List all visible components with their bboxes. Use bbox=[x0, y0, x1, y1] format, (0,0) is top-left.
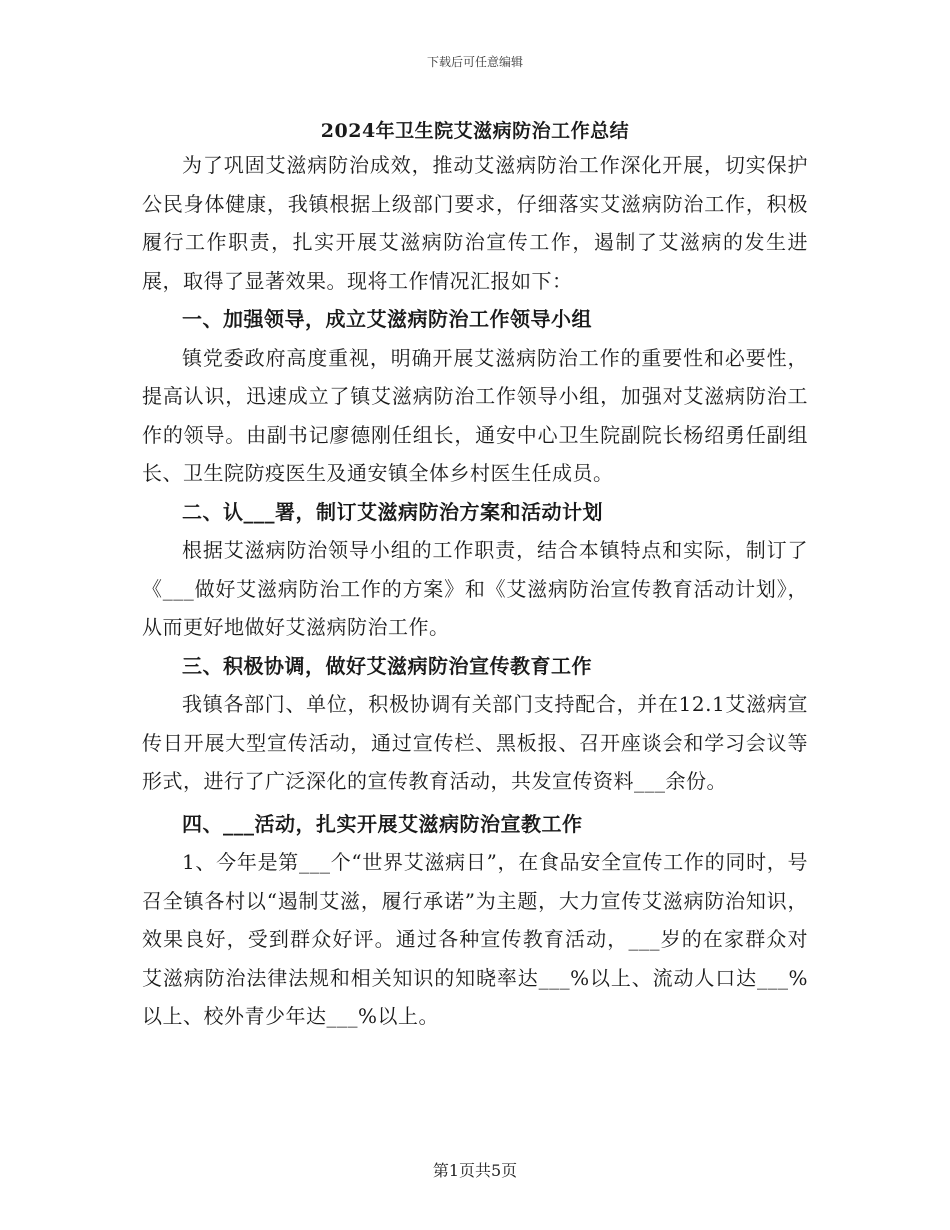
document-body bbox=[142, 146, 808, 1036]
section-paragraph: 镇党委政府高度重视，明确开展艾滋病防治工作的重要性和必要性，提高认识，迅速成立了镇艾滋病防治工作领导小组，加强对艾滋病防治工作的领导。由副书记廖德刚任组长，通安中心卫生院副院长杨绍勇任副组长、卫生院防疫医生及通安镇全体乡村医生任成员。 bbox=[142, 345, 808, 485]
section-heading: 三、积极协调，做好艾滋病防治宣传教育工作 bbox=[182, 653, 592, 678]
section-heading: 二、认___署，制订艾滋病防治方案和活动计划 bbox=[182, 499, 603, 524]
intro-paragraph: 为了巩固艾滋病防治成效，推动艾滋病防治工作深化开展，切实保护公民身体健康，我镇根据上级部门要求，仔细落实艾滋病防治工作，积极履行工作职责，扎实开展艾滋病防治宣传工作，遏制了艾滋病的发生进展，取得了显著效果。现将工作情况汇报如下： bbox=[142, 153, 808, 293]
section-paragraph: 我镇各部门、单位，积极协调有关部门支持配合，并在12.1艾滋病宣传日开展大型宣传活动，通过宣传栏、黑板报、召开座谈会和学习会议等形式，进行了广泛深化的宣传教育活动，共发宣传资料___余份。 bbox=[142, 692, 808, 793]
page-footer: 第1页共5页 bbox=[432, 1161, 518, 1180]
header-note: 下载后可任意编辑 bbox=[426, 55, 523, 69]
section-heading: 一、加强领导，成立艾滋病防治工作领导小组 bbox=[182, 307, 592, 331]
section-paragraph: 1、今年是第___个“世界艾滋病日”，在食品安全宣传工作的同时，号召全镇各村以“遏制艾滋，履行承诺”为主题，大力宣传艾滋病防治知识，效果良好，受到群众好评。通过各种宣传教育活动，___岁的在家群众对艾滋病防治法律法规和相关知识的知晓率达___%以上、流动人口达___%以上、校外青少年达___%以上。 bbox=[142, 850, 808, 1028]
section-paragraph: 根据艾滋病防治领导小组的工作职责，结合本镇特点和实际，制订了《___做好艾滋病防治工作的方案》和《艾滋病防治宣传教育活动计划》，从而更好地做好艾滋病防治工作。 bbox=[142, 538, 808, 639]
document-title: 2024年卫生院艾滋病防治工作总结 bbox=[320, 120, 630, 142]
section-heading: 四、___活动，扎实开展艾滋病防治宣教工作 bbox=[182, 811, 583, 836]
